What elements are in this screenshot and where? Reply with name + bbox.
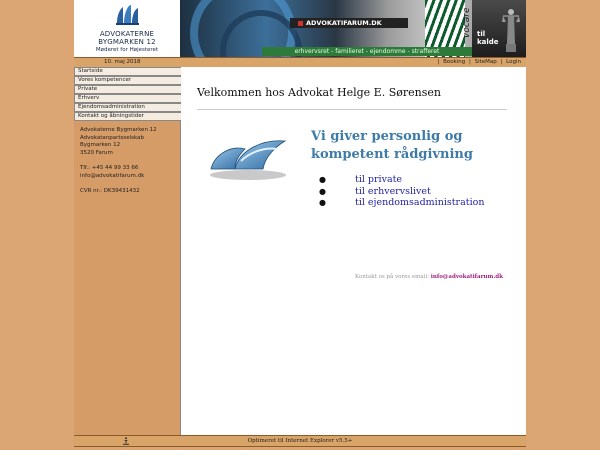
firm-emblem-icon xyxy=(205,131,291,183)
banner-til: til xyxy=(477,30,486,38)
sidebar xyxy=(74,67,181,435)
divider xyxy=(197,109,507,110)
logo-name-line1: ADVOKATERNE xyxy=(99,30,155,38)
footer xyxy=(74,435,526,447)
banner-kalde: kalde xyxy=(477,38,499,46)
logo-subtitle: Møderet for Højesteret xyxy=(95,47,159,53)
contact-company-type: Advokatanpartsselskab xyxy=(80,134,144,141)
bullet-icon: ● xyxy=(319,186,326,196)
nav-item-kompetencer[interactable]: Vores kompetencer xyxy=(74,76,183,85)
top-links: | Booking | SiteMap | Login xyxy=(437,59,521,65)
current-date: 10. maj 2018 xyxy=(104,59,141,65)
nav-item-kontakt[interactable]: Kontakt og åbningstider xyxy=(74,112,183,121)
banner-tagline: erhvervsret - familieret - ejendomme - strafferet xyxy=(262,47,472,56)
banner-site-text: ADVOKATIFARUM.DK xyxy=(306,19,382,27)
banner-motto xyxy=(477,30,499,46)
contact-info xyxy=(80,127,178,195)
services-list xyxy=(319,174,484,209)
link-sitemap[interactable]: SiteMap xyxy=(474,59,497,65)
footer-text: Optimeret til Internet Explorer v5.5+ xyxy=(247,438,353,444)
headline-line1: Vi giver personlig og xyxy=(311,129,463,144)
nav-item-startside[interactable]: Startside xyxy=(74,67,183,76)
nav-item-erhverv[interactable]: Erhverv xyxy=(74,94,183,103)
contact-phone: Tlf.: +45 44 99 33 66 xyxy=(80,164,139,171)
logo-mark-icon xyxy=(114,3,140,27)
contact-street: Bygmarken 12 xyxy=(80,142,121,149)
contact-city: 3520 Farum xyxy=(80,149,113,156)
page-container xyxy=(74,0,526,447)
contact-email-line xyxy=(355,274,503,280)
nav-item-ejendomsadministration[interactable]: Ejendomsadministration xyxy=(74,103,183,112)
headline xyxy=(311,128,521,164)
contact-email-link[interactable]: info@advokatifarum.dk xyxy=(430,274,503,280)
contact-email[interactable]: info@advokatifarum.dk xyxy=(80,172,145,179)
service-link-ejendom[interactable] xyxy=(319,197,484,209)
site-logo[interactable] xyxy=(74,0,181,57)
bullet-icon: ● xyxy=(319,198,326,207)
bullet-icon: ● xyxy=(319,175,326,184)
justice-statue-icon xyxy=(502,4,520,54)
link-booking[interactable]: Booking xyxy=(443,59,466,65)
banner-site-name xyxy=(290,18,408,28)
accessibility-icon[interactable] xyxy=(122,437,130,445)
contact-company: Advokaterne Bygmarken 12 xyxy=(80,127,157,133)
service-label: til private xyxy=(355,174,403,185)
contact-cvr: CVR nr.: DK39431432 xyxy=(80,187,140,194)
main-content xyxy=(181,67,526,435)
header-banner xyxy=(180,0,526,57)
service-link-private[interactable] xyxy=(319,174,484,186)
page-title: Velkommen hos Advokat Helge E. Sørensen xyxy=(197,86,441,99)
banner-vertical-text: vocare xyxy=(462,7,472,38)
service-link-erhverv[interactable] xyxy=(319,186,484,198)
headline-line2: kompetent rådgivning xyxy=(311,147,473,162)
banner-dot-icon xyxy=(298,21,303,26)
nav-item-private[interactable]: Private xyxy=(74,85,183,94)
link-login[interactable]: Login xyxy=(506,59,521,65)
contact-email-prefix: Kontakt os på vores email: xyxy=(355,274,430,280)
logo-name-line2: BYGMARKEN 12 xyxy=(98,38,156,46)
service-label: til ejendomsadministration xyxy=(355,197,485,208)
service-label: til erhvervslivet xyxy=(355,185,431,197)
